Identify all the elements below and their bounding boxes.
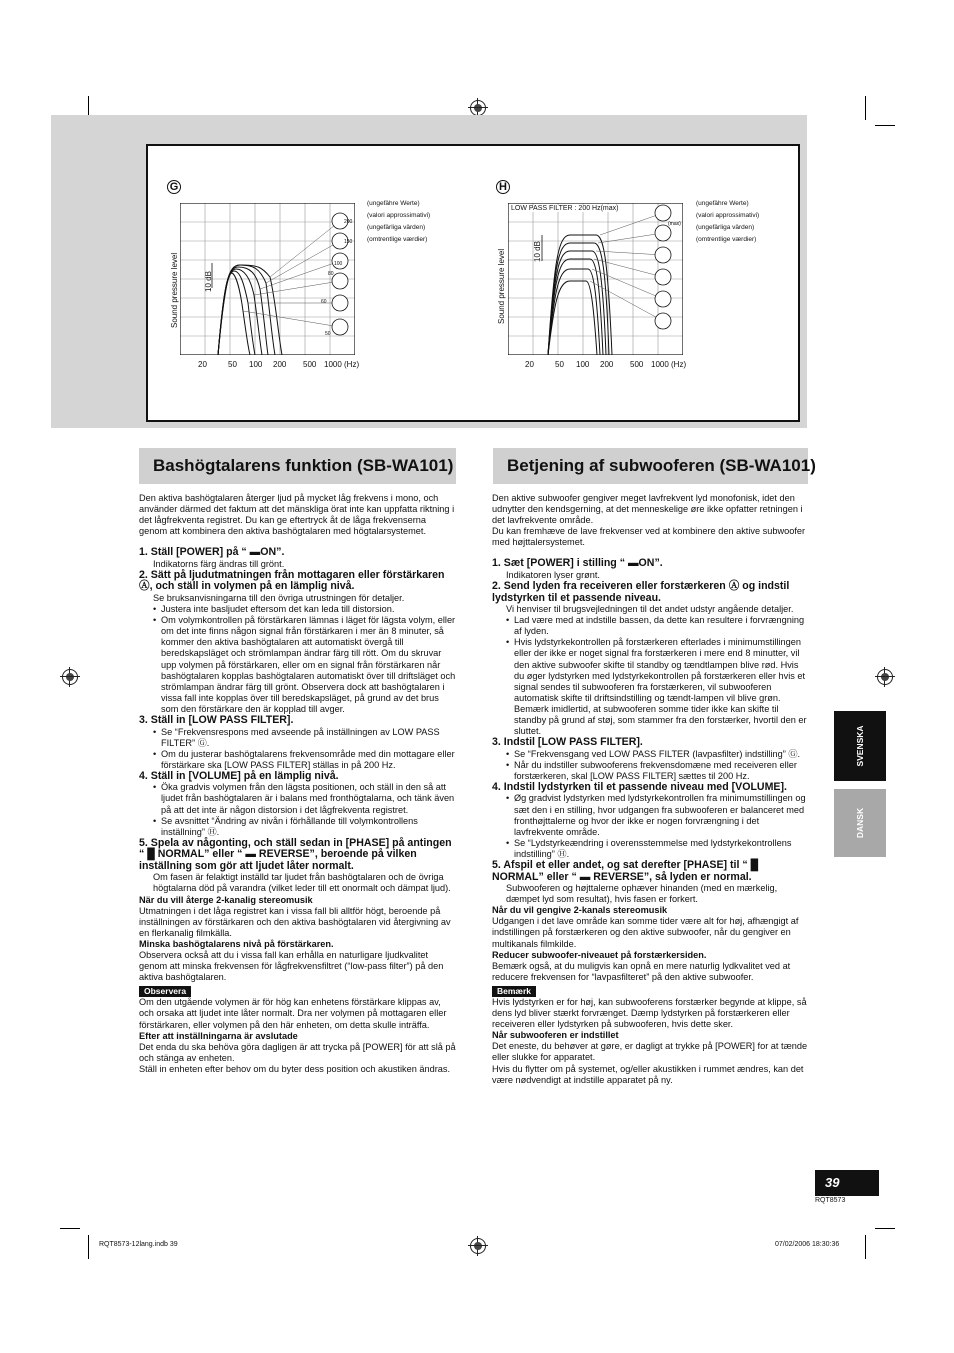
step-3: 3. Ställ in [LOW PASS FILTER]. (139, 714, 294, 726)
bullet: • Se avsnittet “Ändring av nivån i förhållande till volymkontrollens inställning” Ⓗ. (139, 816, 456, 838)
intro-text: Du kan fremhæve de lave frekvenser ved at kombinere den aktive subwoofer med højttalersystemet. (492, 526, 806, 548)
graph-g-plot (180, 203, 355, 355)
bullet: • Om du justerar bashögtalarens frekvensområde med din mottagare eller förstärkare ska [LOW PASS FILTER] ställas in på 200 Hz. (139, 749, 456, 771)
subheading: Reducer subwoofer-niveauet på forstærkersiden. (492, 949, 707, 960)
bullet-continued: Bemærk imidlertid, at subwooferen somme tider ikke kan skifte til standby på grund af støj, som stammer fra den forstærker, hvortil den er sluttet. (514, 703, 807, 737)
registration-mark-icon (470, 1238, 486, 1254)
bullet: • Se “Lydstyrkeændring i overensstemmelse med lydstyrkekontrollens indstilling” Ⓗ. (492, 838, 808, 860)
note-label: Observera (139, 986, 191, 997)
bullet: • Se “Frekvensrespons med avseende på inställningen av LOW PASS FILTER” Ⓖ. (139, 727, 456, 749)
crop-mark (865, 1235, 866, 1259)
step-1-detail: Indikatorns färg ändras till grönt. (153, 558, 285, 569)
doc-code: RQT8573 (815, 1197, 846, 1204)
bullet: • Se “Frekvensgang ved LOW PASS FILTER (lavpasfilter) indstilling” Ⓖ. (492, 749, 808, 760)
registration-mark-icon (62, 669, 78, 685)
tab-dansk: DANSK (834, 789, 886, 857)
knob-label: 200 (344, 219, 353, 225)
graph-g-xtick: 50 (228, 360, 237, 369)
crop-mark (88, 1235, 89, 1259)
subheading: Når du vil gengive 2-kanals stereomusik (492, 905, 668, 916)
graph-g-mark: G (167, 180, 181, 194)
crop-mark (875, 1228, 895, 1229)
knob-label: 50 (325, 331, 331, 337)
footer-timestamp: 07/02/2006 18:30:36 (775, 1241, 840, 1248)
note-label: Bemærk (492, 986, 536, 997)
graph-h-xtick: 50 (555, 360, 564, 369)
graph-g-xtick: 200 (273, 360, 287, 369)
paragraph: Det eneste, du behøver at gøre, er dagligt at trykke på [POWER] for at tænde eller slukke for apparatet. (492, 1041, 808, 1063)
graph-g-xtick: 100 (249, 360, 263, 369)
registration-mark-icon (877, 669, 893, 685)
graph-h-xtick: 100 (576, 360, 590, 369)
page-number: 39 (815, 1170, 879, 1196)
knob-label: (max) (668, 221, 681, 227)
step-4: 4. Ställ in [VOLUME] på en lämplig nivå. (139, 769, 339, 782)
step-5-detail: Subwooferen og højttalerne ophæver hinanden (med en mærkelig, dæmpet lyd som resultat), hvis fasen er forkert. (506, 883, 778, 905)
graph-h-legend: (ungefähre Werte) (valori approssimativi) (ungefärliga värden) (omtrentlige værdier) (696, 200, 760, 243)
graph-h-xtick: 500 (630, 360, 644, 369)
subheading: När du vill återge 2-kanalig stereomusik (139, 894, 313, 905)
step-2: 2. Sätt på ljudutmatningen från mottagaren eller förstärkaren Ⓐ, och ställ in volymen på en lämplig nivå. (139, 568, 445, 593)
paragraph: Utmatningen i det låga registret kan i vissa fall bli alltför högt, beroende på inställningen av förstärkaren och den aktiva bashögtalaren vid återgivning av en flerkanalig filmkälla. (139, 905, 451, 938)
intro-text: Den aktive subwoofer gengiver meget lavfrekvent lyd monofonisk, idet den udnytter den kendsgerning, at det menneskelige øre ikke opfatter retningen i det lavfrekvente område. (492, 493, 803, 526)
graph-g-xtick: 20 (198, 360, 207, 369)
knob-label: 80 (328, 271, 334, 277)
step-5-detail: Om fasen är felaktigt inställd tar ljudet från bashögtalaren och de övriga högtalarna död på varandra (vilket leder till ett onormalt och dämpat ljud). (153, 872, 451, 894)
section-title: Bashögtalarens funktion (SB-WA101) (153, 456, 454, 475)
graph-g-xtick: 1000 (Hz) (324, 360, 360, 369)
graph-h-mark: H (496, 180, 510, 194)
section-title: Betjening af subwooferen (SB-WA101) (507, 456, 816, 475)
knob-label: 100 (334, 261, 343, 267)
step-4: 4. Indstil lydstyrken til et passende niveau med [VOLUME]. (492, 780, 787, 793)
bullet: • Om volymkontrollen på förstärkaren lämnas i läget för lägsta volym, eller om det inte finns någon signal från förstärkaren i mer än 8 minuter, så kommer den aktiva bashögtalaren att automatiskt övergå till beredskapsläget och strömlampan ändrar färg till rött. Om du skruvar upp volymen på förstärkaren, eller om en signal från förstärkaren når bashögtalaren kopplas bashögtalaren automatiskt över till driftsläget och strömlampan ändrar färg till grönt. Observera dock att bashögtalaren i vissa fall inte kopplas över till beredskapsläget, på grund av det brus som den förstärkare den är kopplad till avger. (139, 615, 456, 715)
knob-label: 150 (344, 239, 353, 245)
bullet: • Justera inte basljudet eftersom det kan leda till distorsion. (139, 604, 456, 615)
graph-g-xtick: 500 (303, 360, 317, 369)
step-1-detail: Indikatoren lyser grønt. (506, 569, 600, 580)
graph-g-scale: 10 dB (204, 271, 213, 292)
bullet: • Lad være med at indstille bassen, da dette kan resultere i forvrængning af lyden. (492, 615, 808, 637)
paragraph: Om den utgående volymen är för hög kan enhetens förstärkare klippas av, och orsaka att ljudet inte låter normalt. Dra ner volymen på mottagaren eller förstärkaren, eller volymen på den här enheten, om detta skulle inträffa. (139, 997, 447, 1030)
bullet: • Når du indstiller subwooferens frekvensdomæne med receiveren eller forstærkeren, skal [LOW PASS FILTER] sættes til 200 Hz. (492, 760, 808, 782)
graph-g-legend: (ungefähre Werte) (valori approssimativi) (ungefärliga värden) (omtrentlige værdier) (367, 200, 431, 243)
step-3: 3. Indstil [LOW PASS FILTER]. (492, 736, 643, 749)
knob-label: 60 (321, 299, 327, 305)
subheading: Når subwooferen er indstillet (492, 1030, 619, 1041)
step-5: 5. Spela av någonting, och ställ sedan in [PHASE] på antingen “ █ NORMAL” eller “ ▬ REVERSE”, beroende på vilken inställning som gör att ljudet låter normalt. (139, 836, 452, 872)
footer-file-info: RQT8573-12lang.indb 39 (99, 1241, 178, 1248)
paragraph: Hvis du flytter om på systemet, og/eller akustikken i rummet ændres, kan det være nødvendigt at indstille apparatet på ny. (492, 1063, 804, 1085)
left-column (139, 493, 456, 1075)
graph-h-xtick: 200 (600, 360, 614, 369)
paragraph: Observera också att du i vissa fall kan erhålla en naturligare ljudkvalitet genom att minska frekvensen för lågfrekvensfiltret (“low-pass filter”) på den aktiva bashögtalaren. (139, 950, 444, 983)
step-1: 1. Sæt [POWER] i stilling “ ▬ON”. (492, 557, 663, 570)
graph-h-ylabel: Sound pressure level (497, 248, 506, 324)
crop-mark (875, 125, 895, 126)
section-header-danish (493, 448, 816, 484)
graph-g-ylabel: Sound pressure level (170, 252, 179, 328)
bullet: • Øg gradvist lydstyrken med lydstyrkekontrollen fra minimumstillingen og sæt den i en stilling, hvor udgangen fra subwooferen er balanceret med fronthøjttalerne og hvor der ikke er nogen forvrængning i det lavfrekvente område. (492, 793, 808, 837)
section-header-swedish (139, 448, 456, 484)
subheading: Minska bashögtalarens nivå på förstärkaren. (139, 938, 334, 949)
paragraph: Bemærk også, at du muligvis kan opnå en mere naturlig lydkvalitet ved at reducere frekvensen for “lavpasfilteret” på den aktive subwoofer. (492, 960, 791, 982)
graph-h-lpf-label: LOW PASS FILTER : 200 Hz(max) (511, 205, 619, 212)
tab-svenska: SVENSKA (834, 711, 886, 781)
graph-h-xtick: 20 (525, 360, 534, 369)
subheading: Efter att inställningarna är avslutade (139, 1030, 298, 1041)
bullet: • Öka gradvis volymen från den lägsta positionen, och ställ in den så att ljudet från bashögtalaren är i balans med fronthögtalarna, och tänk även på att det inte är någon distorsion i det lågfrekventa registret. (139, 782, 456, 815)
step-2-detail: Se bruksanvisningarna till den övriga utrustningen för detaljer. (153, 592, 405, 603)
paragraph: Udgangen i det lave område kan somme tider være alt for høj, afhængigt af indstillingen på forstærkeren og den aktive subwoofer, når du gengiver en multikanals filmkilde. (492, 916, 799, 949)
paragraph: Hvis lydstyrken er for høj, kan subwooferens forstærker begynde at klippe, så dens lyd bliver stærkt forvrænget. Dæmp lydstyrken på forstærkeren eller receiveren eller lydstyrken på subwooferen, hvis dette sker. (492, 996, 807, 1030)
intro-text: Den aktiva bashögtalaren återger ljud på mycket låg frekvens i mono, och använder därmed det faktum att det mänskliga örat inte kan uppfatta riktning i det lågfrekventa registret. Du kan ge eftertryck åt de låga frekvenserna genom att kombinera den aktiva bashögtalaren med högtalarsystemet. (139, 493, 455, 537)
crop-mark (60, 1228, 80, 1229)
crop-mark (865, 96, 866, 120)
step-5: 5. Afspil et eller andet, og sat derefter [PHASE] til “ █ NORMAL” eller “ ▬ REVERSE”, så lyden er normal. (492, 859, 759, 883)
step-2-detail: Vi henviser til brugsvejledningen til det andet udstyr angående detaljer. (506, 604, 794, 615)
graph-h-plot (508, 203, 683, 355)
graph-h-xtick: 1000 (Hz) (651, 360, 687, 369)
graph-h-scale: 10 dB (533, 241, 542, 262)
right-column (492, 493, 808, 1086)
step-2: 2. Send lyden fra receiveren eller forstærkeren Ⓐ og indstil lydstyrken til et passende niveau. (492, 580, 790, 604)
paragraph: Det enda du ska behöva göra dagligen är att trycka på [POWER] för att slå på och stänga av enheten. (139, 1041, 456, 1063)
paragraph: Ställ in enheten efter behov om du byter dess position och akustiken ändras. (139, 1063, 451, 1074)
step-1: 1. Ställ [POWER] på “ ▬ON”. (139, 546, 285, 559)
bullet: • Hvis lydstyrkekontrollen på forstærkeren efterlades i minimumstillingen eller der ikke er noget signal fra forstærkeren i mere end 8 minutter, vil den aktive subwoofer skifte til standby og tændtlampen blive rød. Hvis du øger lydstyrken med lydstyrkekontrollen på forstærkeren eller hvis et signal sendes til subwooferen fra forstærkeren, vil subwooferen automatisk skifte til driftsindstilling og tændt-lampen vil blive grøn. (492, 637, 808, 704)
registration-mark-icon (470, 100, 486, 116)
